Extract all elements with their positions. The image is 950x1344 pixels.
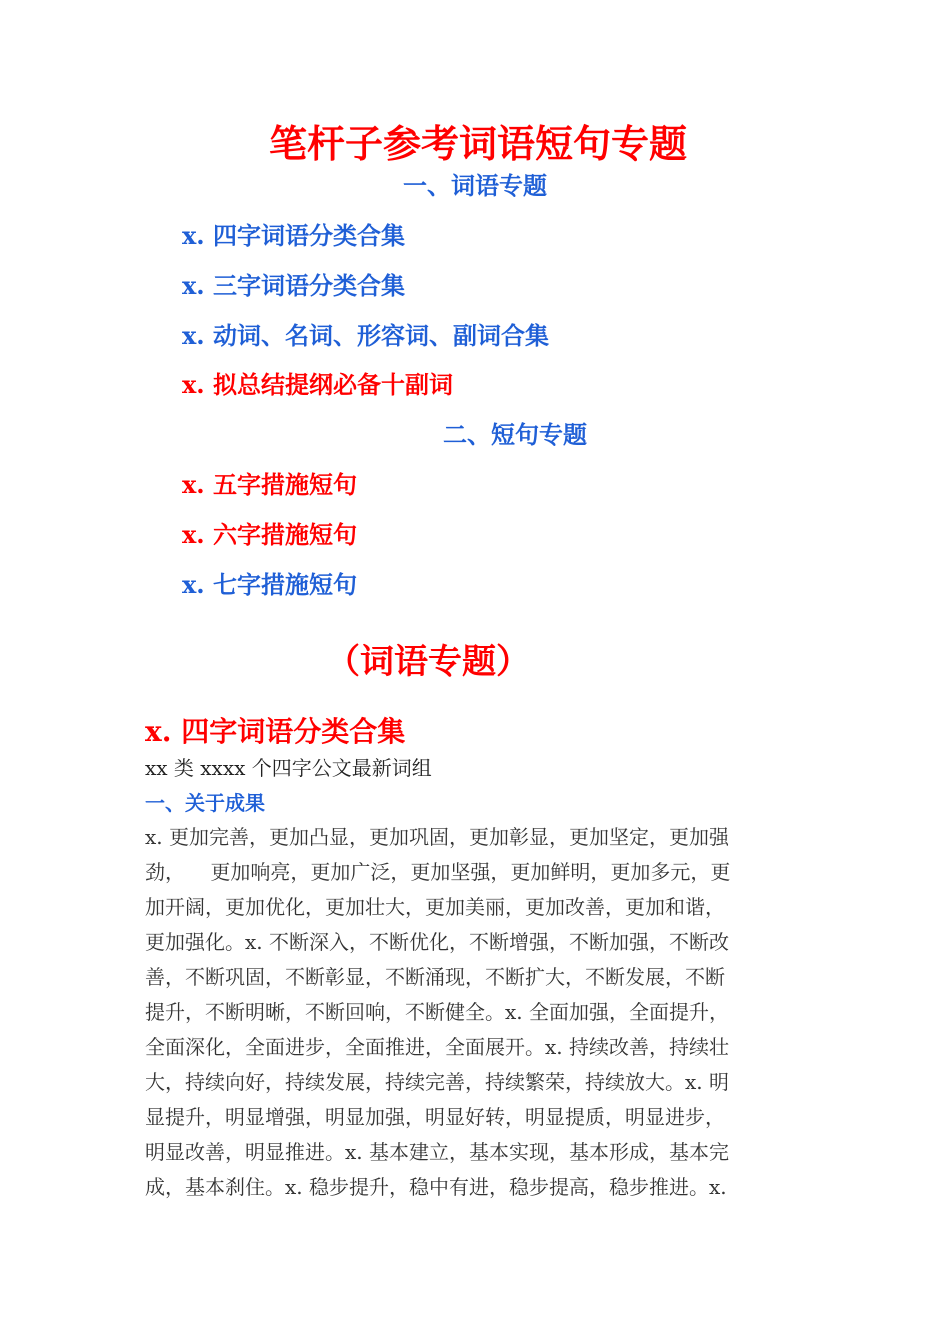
category-heading-results: 一、关于成果	[145, 791, 265, 815]
intro-text: xx 类 xxxx 个四字公文最新词组	[145, 756, 432, 780]
words-section-title: （词语专题）	[326, 642, 530, 682]
section-heading-phrases: 二、短句专题	[443, 420, 587, 449]
body-line: 明显改善，明显推进。x. 基本建立，基本实现，基本形成，基本完	[145, 1140, 729, 1164]
body-line: 善，不断巩固，不断彰显，不断涌现，不断扩大，不断发展，不断	[145, 965, 725, 989]
body-line: 劲， 更加响亮，更加广泛，更加坚强，更加鲜明，更加多元，更	[145, 860, 731, 884]
toc-item-six-char-phrases[interactable]: x. 六字措施短句	[182, 520, 358, 549]
body-line: x. 更加完善，更加凸显，更加巩固，更加彰显，更加坚定，更加强	[145, 825, 729, 849]
four-char-words-heading: x. 四字词语分类合集	[145, 715, 406, 748]
body-paragraph	[145, 820, 793, 1205]
body-line: 全面深化，全面进步，全面推进，全面展开。x. 持续改善，持续壮	[145, 1035, 729, 1059]
toc-item-five-char-phrases[interactable]: x. 五字措施短句	[182, 470, 358, 499]
body-line: 加开阔，更加优化，更加壮大，更加美丽，更加改善，更加和谐，	[145, 895, 725, 919]
toc-item-four-char-words[interactable]: x. 四字词语分类合集	[182, 221, 406, 250]
toc-item-three-char-words[interactable]: x. 三字词语分类合集	[182, 271, 406, 300]
body-line: 更加强化。x. 不断深入，不断优化，不断增强，不断加强，不断改	[145, 930, 729, 954]
body-line: 显提升，明显增强，明显加强，明显好转，明显提质，明显进步，	[145, 1105, 725, 1129]
body-line: 提升，不断明晰，不断回响，不断健全。x. 全面加强，全面提升，	[145, 1000, 729, 1024]
body-line: 大，持续向好，持续发展，持续完善，持续繁荣，持续放大。x. 明	[145, 1070, 729, 1094]
document-title: 笔杆子参考词语短句专题	[268, 121, 687, 166]
toc-item-parts-of-speech[interactable]: x. 动词、名词、形容词、副词合集	[182, 321, 550, 350]
section-heading-words: 一、词语专题	[403, 171, 547, 200]
toc-item-summary-adverbs[interactable]: x. 拟总结提纲必备十副词	[182, 370, 454, 399]
body-line: 成，基本刹住。x. 稳步提升，稳中有进，稳步提高，稳步推进。x.	[145, 1175, 727, 1199]
toc-item-seven-char-phrases[interactable]: x. 七字措施短句	[182, 570, 358, 599]
